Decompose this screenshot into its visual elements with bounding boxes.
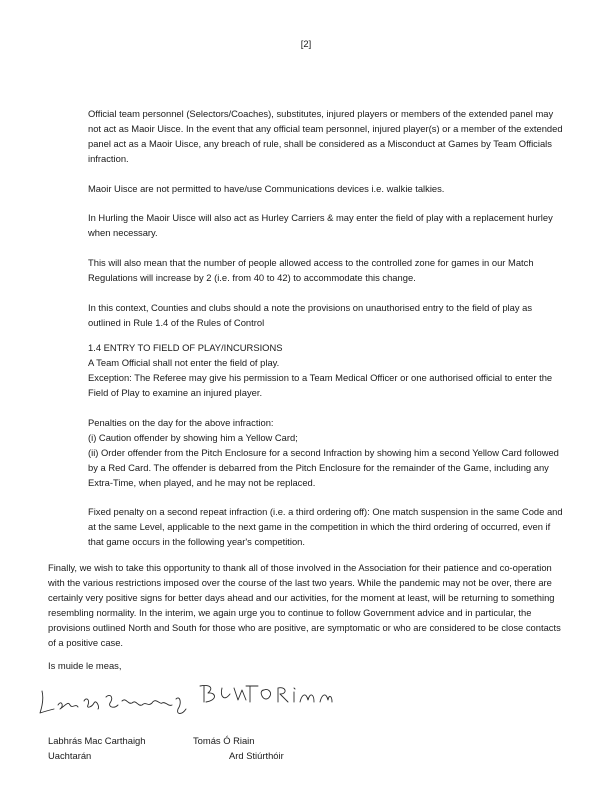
paragraph-hurley-carriers: In Hurling the Maoir Uisce will also act as Hurley Carriers & may enter the field of play with a replacement hurley when necessary. [88, 212, 553, 238]
paragraph-fixed-penalty: Fixed penalty on a second repeat infraction (i.e. a third ordering off): One match suspension in the same Code and at the same Level, applicable to the next game in the competition in which the third ordering of occurred, even if that game occurs in the following year's competition. [88, 506, 563, 547]
rule-1-4-section [88, 340, 566, 400]
paragraph-closing-remarks: Finally, we wish to take this opportunity to thank all of those involved in the Association for their patience and co-operation with the various restrictions imposed over the course of the last two years. While the pandemic may not be over, there are certainly very positive signs for better days ahead and our activities, for the moment at least, will be returning to something resembling normality. In the interim, we again urge you to continue to follow Government advice and in particular, the provisions outlined North and South for those who are positive, are symptomatic or who are considered to be close contacts of a positive case. [48, 562, 561, 648]
rule-heading: 1.4 ENTRY TO FIELD OF PLAY/INCURSIONS [88, 342, 283, 353]
penalty-item-1: (i) Caution offender by showing him a Yellow Card; [88, 432, 298, 443]
paragraph-communications: Maoir Uisce are not permitted to have/use Communications devices i.e. walkie talkies. [88, 183, 445, 194]
closing-salutation: Is muide le meas, [48, 660, 122, 671]
signatory-title-director-general: Ard Stiúrthóir [229, 750, 284, 761]
rule-line-2: Exception: The Referee may give his permission to a Team Medical Officer or one authorised official to enter the Field of Play to examine an injured player. [88, 372, 553, 398]
signatory-name-director-general: Tomás Ó Riain [193, 735, 255, 746]
paragraph-team-personnel: Official team personnel (Selectors/Coaches), substitutes, injured players or members of the extended panel may not act as Maoir Uisce. In the event that any official team personnel, injured player(s) or a member of the extended panel act as a Maoir Uisce, any breach of rule, shall be considered as a Misconduct at Games by Team Officials infraction. [88, 108, 563, 164]
rule-line-1: A Team Official shall not enter the field of play. [88, 357, 280, 368]
penalties-section [88, 415, 566, 490]
penalties-heading: Penalties on the day for the above infraction: [88, 417, 274, 428]
signatory-title-president: Uachtarán [48, 750, 92, 761]
signatory-name-president: Labhrás Mac Carthaigh [48, 735, 146, 746]
page-number: [2] [300, 38, 312, 49]
paragraph-controlled-zone: This will also mean that the number of people allowed access to the controlled zone for games in our Match Regulations will increase by 2 (i.e. from 40 to 42) to accommodate this change. [88, 257, 534, 283]
paragraph-rules-context: In this context, Counties and clubs should a note the provisions on unauthorised entry to the field of play as outlined in Rule 1.4 of the Rules of Control [88, 302, 533, 328]
penalty-item-2: (ii) Order offender from the Pitch Enclosure for a second Infraction by showing him a second Yellow Card followed by a Red Card. The offender is debarred from the Pitch Enclosure for the remainder of the Game, including any Extra-Time, when played, and he may not be replaced. [88, 447, 559, 488]
signature-president [36, 683, 196, 719]
signature-director-general [196, 680, 336, 710]
